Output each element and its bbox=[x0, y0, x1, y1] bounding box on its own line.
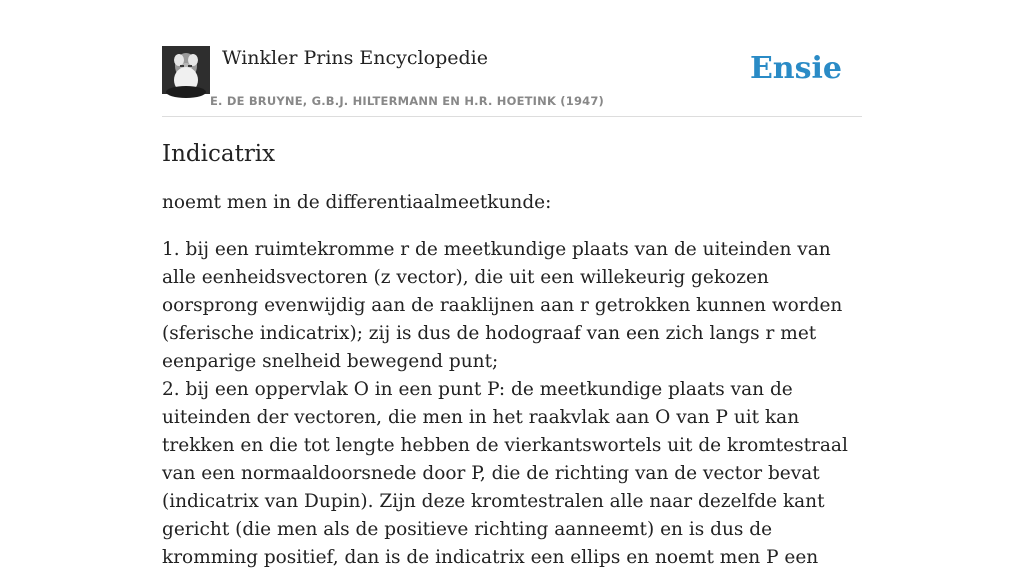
article-headword: Indicatrix bbox=[162, 141, 276, 167]
definition-item-2: 2. bij een oppervlak O in een punt P: de meetkundige plaats van de uiteinden der vectoren, die men in het raakvlak aan O van P uit kan trekken en die tot lengte hebben de vierkantswortels uit de kromtestraal van een normaaldoorsnede door P, die de richting van de vector bevat (indicatrix van Dupin). Zijn deze kromtestralen alle naar dezelfde kant gericht (die men als de positieve richting aanneemt) en is dus de kromming positief, dan is de indicatrix een ellips en noemt men P een bbox=[162, 379, 848, 568]
brand-logo[interactable]: Ensie bbox=[749, 51, 842, 86]
bearded-man-portrait-icon bbox=[162, 46, 210, 94]
publication-title[interactable]: Winkler Prins Encyclopedie bbox=[222, 47, 488, 69]
article-intro: noemt men in de differentiaalmeetkunde: bbox=[162, 192, 552, 213]
definition-list bbox=[162, 236, 862, 572]
publication-authors: E. DE BRUYNE, G.B.J. HILTERMANN EN H.R. HOETINK (1947) bbox=[210, 94, 605, 108]
site-header bbox=[162, 44, 862, 117]
definition-item-1: 1. bij een ruimtekromme r de meetkundige plaats van de uiteinden van alle eenheidsvectoren (z vector), die uit een willekeurig gekozen oorsprong evenwijdig aan de raaklijnen aan r getrokken kunnen worden (sferische indicatrix); zij is dus de hodograaf van een zich langs r met eenparige snelheid bewegend punt; bbox=[162, 239, 843, 372]
author-avatar[interactable] bbox=[162, 46, 210, 94]
article-body bbox=[162, 138, 862, 572]
